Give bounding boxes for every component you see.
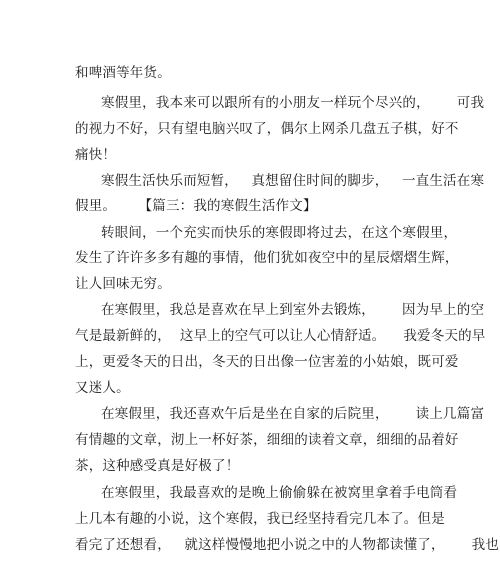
text-line-2: 寒假里，我本来可以跟所有的小朋友一样玩个尽兴的， 可我 bbox=[101, 95, 485, 111]
text-line-1: 和啤酒等年货。 bbox=[75, 65, 171, 81]
text-line-8: 发生了许许多多有趣的事情，他们犹如夜空中的星辰熠熠生辉， bbox=[75, 250, 459, 266]
text-line-16: 茶，这种感受真是好极了！ bbox=[75, 458, 240, 474]
text-line-13: 又迷人。 bbox=[75, 380, 130, 396]
text-line-3: 的视力不好，只有望电脑兴叹了，偶尔上网杀几盘五子棋，好不 bbox=[75, 121, 459, 137]
text-line-6: 假里。 【篇三：我的寒假生活作文】 bbox=[75, 198, 317, 214]
text-line-12: 上，更爱冬天的日出，冬天的日出像一位害羞的小姑娘，既可爱 bbox=[75, 354, 459, 370]
text-line-14: 在寒假里，我还喜欢午后是坐在自家的后院里， 读上几篇富 bbox=[101, 406, 485, 422]
text-line-10: 在寒假里，我总是喜欢在早上到室外去锻炼， 因为早上的空 bbox=[101, 302, 485, 318]
text-line-7: 转眼间，一个充实而快乐的寒假即将过去，在这个寒假里， bbox=[101, 225, 458, 241]
text-line-9: 让人回味无穷。 bbox=[75, 276, 171, 292]
text-line-15: 有情趣的文章，沏上一杯好茶，细细的读着文章，细细的品着好 bbox=[75, 432, 459, 448]
text-line-11: 气是最新鲜的， 这早上的空气可以让人心情舒适。 我爱冬天的早 bbox=[75, 328, 486, 344]
text-line-18: 上几本有趣的小说，这个寒假，我已经坚持看完几本了。但是 bbox=[75, 511, 445, 527]
text-line-5: 寒假生活快乐而短暂， 真想留住时间的脚步， 一直生活在寒 bbox=[101, 173, 485, 189]
text-line-4: 痛快！ bbox=[75, 147, 117, 163]
text-line-17: 在寒假里，我最喜欢的是晚上偷偷躲在被窝里拿着手电筒看 bbox=[101, 485, 458, 501]
text-line-19: 看完了还想看， 就这样慢慢地把小说之中的人物都读懂了， 我也 bbox=[75, 537, 500, 553]
